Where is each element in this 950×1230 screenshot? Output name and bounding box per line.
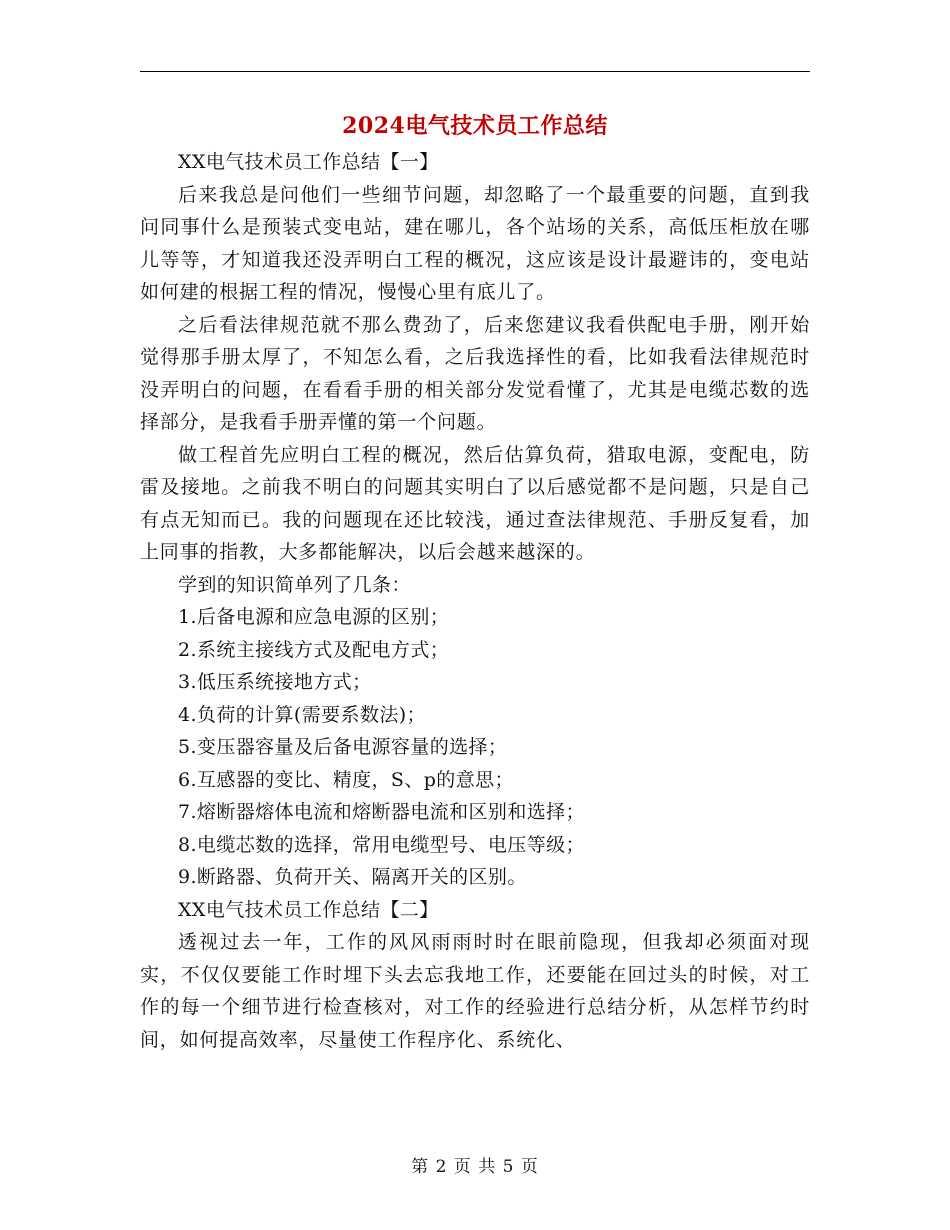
list-intro: 学到的知识简单列了几条： — [178, 573, 411, 596]
page-footer: 第 2 页 共 5 页 — [411, 1157, 539, 1177]
document-body — [140, 146, 810, 1056]
list-item: 2.系统主接线方式及配电方式； — [178, 638, 450, 661]
list-item: 9.断路器、负荷开关、隔离开关的区别。 — [178, 866, 527, 888]
section-heading-2: XX电气技术员工作总结【二】 — [178, 898, 439, 921]
list-item: 3.低压系统接地方式； — [178, 671, 372, 693]
paragraph: 之后看法律规范就不那么费劲了，后来您建议我看供配电手册，刚开始觉得那手册太厚了，不知怎么看，之后我选择性的看，比如我看法律规范时没弄明白的问题，在看看手册的相关部分发觉看懂了，尤其是电缆芯数的选择部分，是我看手册弄懂的第一个问题。 — [140, 313, 810, 433]
header-rule — [140, 71, 810, 72]
list-item: 6.互感器的变比、精度，S、p的意思； — [178, 768, 514, 791]
paragraph: 做工程首先应明白工程的概况，然后估算负荷，猎取电源，变配电，防雷及接地。之前我不明白的问题其实明白了以后感觉都不是问题，只是自己有点无知而已。我的问题现在还比较浅，通过查法律规范、手册反复看，加上同事的指教，大多都能解决，以后会越来越深的。 — [140, 443, 810, 563]
list-item: 5.变压器容量及后备电源容量的选择； — [178, 736, 508, 758]
list-item: 4.负荷的计算(需要系数法)； — [178, 703, 426, 726]
paragraph: 后来我总是问他们一些细节问题，却忽略了一个最重要的问题，直到我问同事什么是预装式变电站，建在哪儿，各个站场的关系，高低压柜放在哪儿等等，才知道我还没弄明白工程的概况，这应该是设计最避讳的，变电站如何建的根据工程的情况，慢慢心里有底儿了。 — [140, 183, 810, 303]
list-item: 8.电缆芯数的选择，常用电缆型号、电压等级； — [178, 833, 585, 856]
list-item: 1.后备电源和应急电源的区别； — [178, 606, 450, 628]
section-heading-1: XX电气技术员工作总结【一】 — [178, 151, 439, 173]
list-item: 7.熔断器熔体电流和熔断器电流和区别和选择； — [178, 801, 585, 823]
paragraph: 透视过去一年，工作的风风雨雨时时在眼前隐现，但我却必须面对现实，不仅仅要能工作时埋下头去忘我地工作，还要能在回过头的时候，对工作的每一个细节进行检查核对，对工作的经验进行总结分析，从怎样节约时间，如何提高效率，尽量使工作程序化、系统化、 — [140, 931, 810, 1051]
document-title: 2024电气技术员工作总结 — [342, 113, 608, 139]
